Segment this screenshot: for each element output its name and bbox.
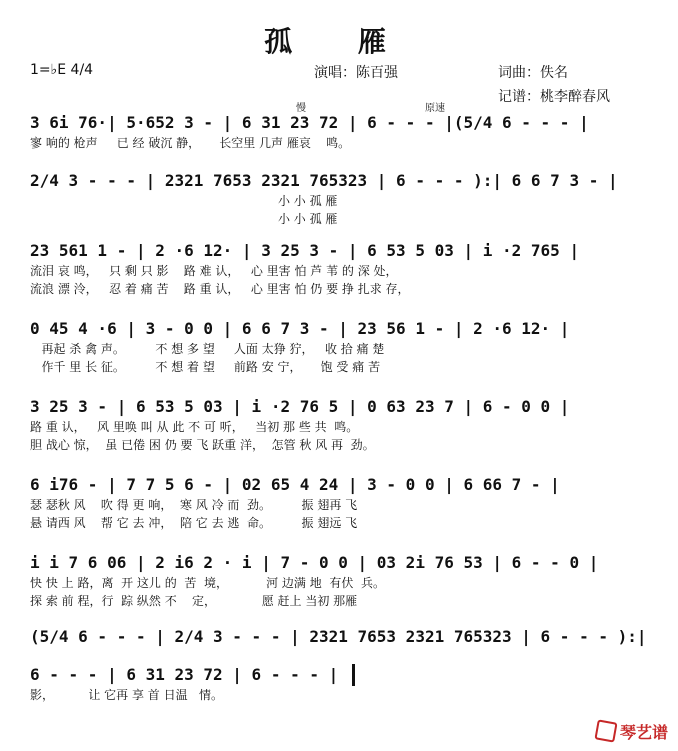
lyric-line-5a: 路 重 认， 风 里唤 叫 从 此 不 可 听， 当初 那 些 共 鸣。	[30, 420, 359, 434]
notation-row-7: i i 7 6 06 | 2 i6 2 · i | 7 - 0 0 | 03 2i 76 53 | 6 - - 0 |	[30, 553, 599, 572]
lyric-line-3a: 流泪 哀 鸣， 只 剩 只 影 路 难 认， 心 里害 怕 芦 苇 的 深 处，	[30, 264, 398, 278]
notation-row-1: 3 6i 76·| 5·652 3 - | 6 31 23 72 | 6 - - - |(5/4 6 - - - |	[30, 113, 589, 132]
notation-row-3: 23 561 1 - | 2 ·6 12· | 3 25 3 - | 6 53 5 03 | i ·2 765 |	[30, 241, 580, 260]
watermark-logo: 琴艺谱	[596, 720, 668, 743]
tempo-marker-slow: 慢	[296, 103, 306, 114]
notation-row-5: 3 25 3 - | 6 53 5 03 | i ·2 76 5 | 0 63 23 7 | 6 - 0 0 |	[30, 397, 570, 416]
lyric-line-5b: 胆 战心 惊， 虽 已倦 困 仍 要 飞 跃重 洋， 怎管 秋 风 再 劲。	[30, 438, 375, 452]
lyric-line-4a: 再起 杀 禽 声。 不 想 多 望 人面 太狰 狞， 收 拾 痛 楚	[30, 342, 385, 356]
singer-credit: 演唱：陈百强	[314, 65, 398, 81]
transcriber-credit: 记谱：桃李醉春风	[498, 89, 610, 105]
lyric-line-7a: 快 快 上 路，离 开 这儿 的 苦 境， 河 边满 地 有伏 兵。	[30, 576, 385, 590]
lyric-line-6b: 悬 请西 风 帮 它 去 冲， 陪 它 去 逃 命。 振 翅远 飞	[30, 516, 358, 530]
key-time-signature: 1=♭E 4/4	[30, 62, 94, 78]
lyric-line-7b: 探 索 前 程，行 踪 纵然 不 定， 愿 赶上 当初 那雁	[30, 594, 358, 608]
tempo-marker-original: 原速	[425, 103, 445, 114]
notation-row-2: 2/4 3 - - - | 2321 7653 2321 765323 | 6 - - - ):| 6 6 7 3 - |	[30, 171, 618, 190]
lyric-line-9: 影， 让 它再 享 首 日温 情。	[30, 688, 224, 702]
lyric-line-3b: 流浪 漂 泠， 忍 着 痛 苦 路 重 认， 心 里害 怕 仍 要 挣 扎求 存，	[30, 282, 410, 296]
notation-row-4: 0 45 4 ·6 | 3 - 0 0 | 6 6 7 3 - | 23 56 1 - | 2 ·6 12· |	[30, 319, 570, 338]
final-barline	[352, 664, 355, 686]
lyric-line-4b: 作千 里 长 征。 不 想 着 望 前路 安 宁， 饱 受 痛 苦	[30, 360, 381, 374]
lyric-line-1: 寥 响的 枪声 已 经 破沉 静， 长空里 几声 雁哀 鸣。	[30, 136, 351, 150]
logo-icon	[594, 719, 617, 742]
composer-credit: 词曲：佚名	[498, 65, 568, 81]
lyric-line-6a: 瑟 瑟秋 风 吹 得 更 响， 寒 风 冷 而 劲。 振 翅再 飞	[30, 498, 358, 512]
notation-row-8: (5/4 6 - - - | 2/4 3 - - - | 2321 7653 2321 765323 | 6 - - - ):|	[30, 627, 647, 646]
lyric-line-2b: 小 小 孤 雁	[30, 212, 338, 226]
notation-row-6: 6 i76 - | 7 7 5 6 - | 02 65 4 24 | 3 - 0 0 | 6 66 7 - |	[30, 475, 560, 494]
song-title: 孤 雁	[264, 25, 414, 58]
notation-row-9: 6 - - - | 6 31 23 72 | 6 - - - |	[30, 665, 339, 684]
lyric-line-2a: 小 小 孤 雁	[30, 194, 338, 208]
